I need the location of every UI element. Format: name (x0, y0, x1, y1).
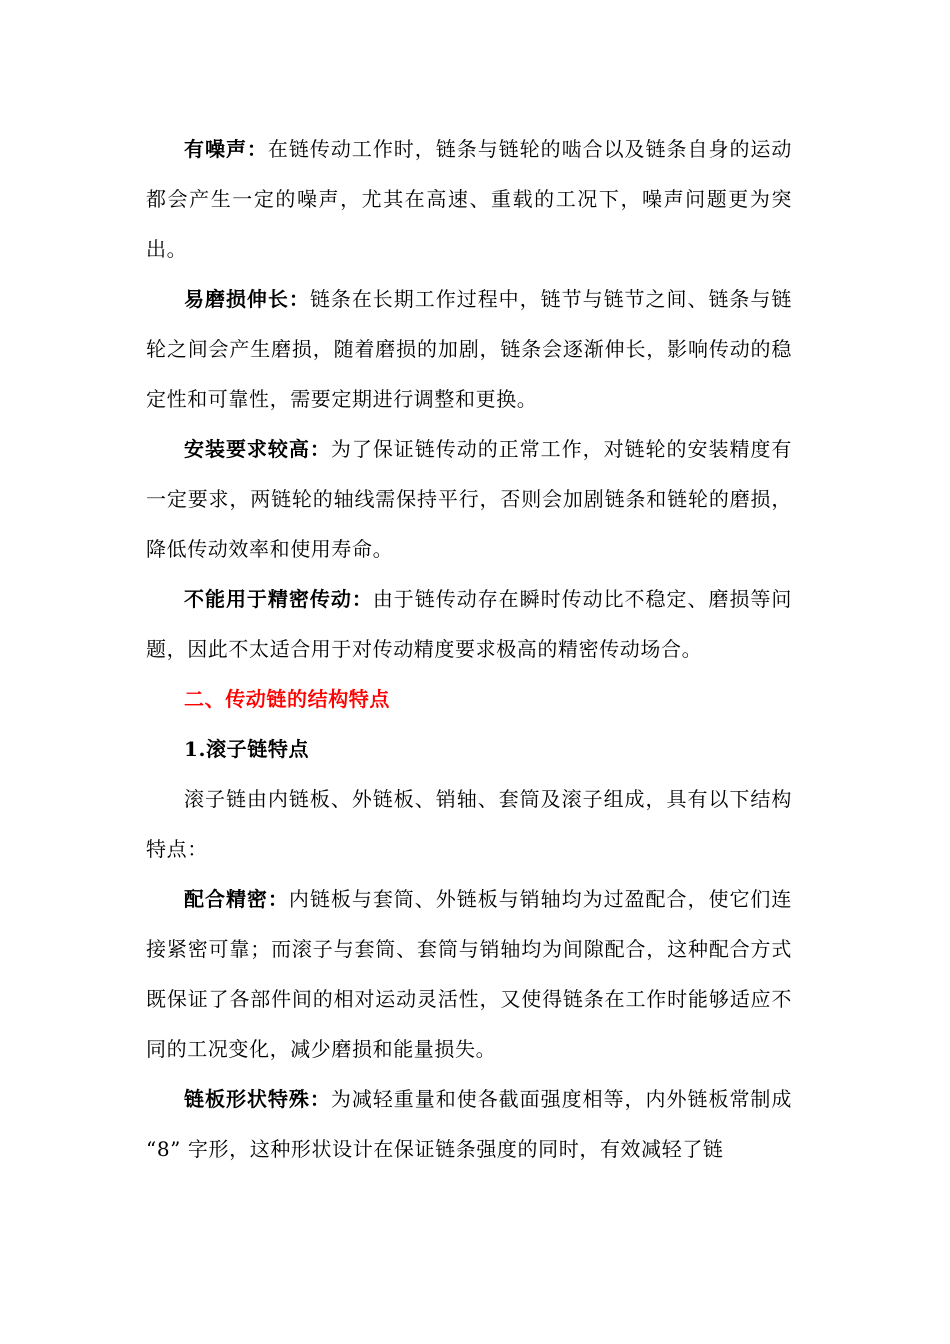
text-noise: 在链传动工作时，链条与链轮的啮合以及链条自身的运动都会产生一定的噪声，尤其在高速、重载的工况下，噪声问题更为突出。 (146, 137, 793, 261)
paragraph-wear (146, 274, 792, 424)
term-wear: 易磨损伸长： (184, 287, 310, 311)
paragraph-precision (146, 574, 792, 674)
text-installation: 为了保证链传动的正常工作，对链轮的安装精度有一定要求，两链轮的轴线需保持平行，否则会加剧链条和链轮的磨损，降低传动效率和使用寿命。 (146, 437, 793, 561)
text-plate-shape: 为减轻重量和使各截面强度相等，内外链板常制成 “8” 字形，这种形状设计在保证链条强度的同时，有效减轻了链 (146, 1087, 793, 1161)
term-installation: 安装要求较高： (184, 437, 331, 461)
text-wear: 链条在长期工作过程中，链节与链节之间、链条与链轮之间会产生磨损，随着磨损的加剧，链条会逐渐伸长，影响传动的稳定性和可靠性，需要定期进行调整和更换。 (146, 287, 792, 411)
document-page (146, 124, 792, 1174)
term-precision: 不能用于精密传动： (184, 587, 373, 611)
term-fit: 配合精密： (184, 887, 289, 911)
paragraph-plate-shape (146, 1074, 792, 1174)
term-plate-shape: 链板形状特殊： (184, 1087, 331, 1111)
paragraph-intro: 滚子链由内链板、外链板、销轴、套筒及滚子组成，具有以下结构特点： (146, 787, 792, 861)
subsection-heading: 1.滚子链特点 (184, 737, 310, 761)
text-fit: 内链板与套筒、外链板与销轴均为过盈配合，使它们连接紧密可靠；而滚子与套筒、套筒与销轴均为间隙配合，这种配合方式既保证了各部件间的相对运动灵活性，又使得链条在工作时能够适应不同的工况变化，减少磨损和能量损失。 (146, 887, 793, 1061)
paragraph-fit (146, 874, 792, 1074)
paragraph-installation (146, 424, 792, 574)
paragraph-noise (146, 124, 792, 274)
section-heading: 二、传动链的结构特点 (184, 687, 390, 711)
text-precision: 由于链传动存在瞬时传动比不稳定、磨损等问题，因此不太适合用于对传动精度要求极高的精密传动场合。 (146, 587, 793, 661)
term-noise: 有噪声： (184, 137, 268, 161)
